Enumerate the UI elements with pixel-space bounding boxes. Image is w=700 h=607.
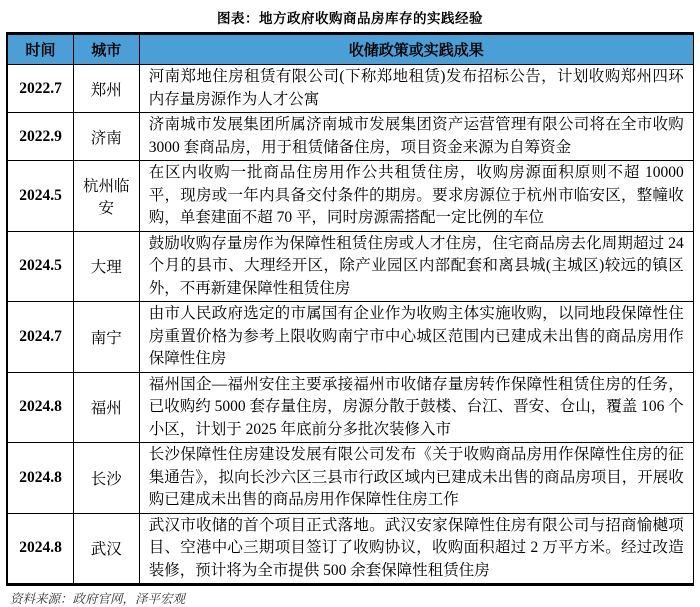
cell-policy: 在区内收购一批商品住房用作公共租赁住房，收购房源面积原则不超 10000 平，现房或一年内具备交付条件的期房。要求房源位于杭州市临安区，整幢收购，单套建面不超 70 平，同时房源需搭配一定比例的车位	[139, 161, 693, 232]
cell-policy: 鼓励收购存量房作为保障性租赁住房或人才住房，住宅商品房去化周期超过 24 个月的县市、大理经开区，除产业园区内部配套和离县城(主城区)较远的镇区外，不再新建保障性租赁住房	[139, 231, 693, 302]
table-row	[7, 513, 693, 585]
table-row	[7, 113, 693, 161]
cell-city: 南宁	[73, 302, 139, 373]
cell-time: 2024.8	[7, 372, 73, 443]
cell-time: 2024.8	[7, 443, 73, 514]
cell-city: 郑州	[73, 65, 139, 113]
cell-policy: 武汉市收储的首个项目正式落地。武汉安家保障性住房有限公司与招商愉樾项目、空港中心三期项目签订了收购协议，收购面积超过 2 万平方米。经过改造装修，预计将为全市提供 500 余套保障性租赁住房	[139, 513, 693, 585]
cell-city: 济南	[73, 113, 139, 161]
cell-time: 2022.7	[7, 65, 73, 113]
cell-time: 2024.8	[7, 513, 73, 585]
cell-city: 大理	[73, 231, 139, 302]
cell-time: 2024.5	[7, 161, 73, 232]
table-row	[7, 65, 693, 113]
cell-city: 武汉	[73, 513, 139, 585]
cell-city: 杭州临安	[73, 161, 139, 232]
cell-policy: 由市人民政府选定的市属国有企业作为收购主体实施收购，以同地段保障性住房重置价格为参考上限收购南宁市中心城区范围内已建成未出售的商品房用作保障性住房	[139, 302, 693, 373]
cell-policy: 河南郑地住房租赁有限公司(下称郑地租赁)发布招标公告，计划收购郑州四环内存量房源作为人才公寓	[139, 65, 693, 113]
figure-title: 图表：地方政府收购商品房库存的实践经验	[217, 11, 483, 26]
source-note: 资料来源：政府官网，泽平宏观	[10, 592, 186, 606]
cell-time: 2024.5	[7, 231, 73, 302]
col-header-policy: 收储政策或实践成果	[139, 34, 693, 65]
table-row	[7, 443, 693, 514]
table-row	[7, 372, 693, 443]
table-row	[7, 302, 693, 373]
table-body	[7, 65, 693, 585]
table-header	[7, 34, 693, 65]
cell-policy: 长沙保障性住房建设发展有限公司发布《关于收购商品房用作保障性住房的征集通告》，拟向长沙六区三县市行政区域内已建成未出售的商品房项目，开展收购已建成未出售的商品房用作保障性住房工作	[139, 443, 693, 514]
cell-time: 2024.7	[7, 302, 73, 373]
cell-city: 长沙	[73, 443, 139, 514]
cell-time: 2022.9	[7, 113, 73, 161]
cell-city: 福州	[73, 372, 139, 443]
cell-policy: 济南城市发展集团所属济南城市发展集团资产运营管理有限公司将在全市收购 3000 套商品房，用于租赁储备住房，项目资金来源为自筹资金	[139, 113, 693, 161]
header-row	[7, 34, 693, 65]
col-header-city: 城市	[73, 34, 139, 65]
policy-table	[6, 32, 694, 586]
table-row	[7, 161, 693, 232]
table-row	[7, 231, 693, 302]
cell-policy: 福州国企—福州安住主要承接福州市收储存量房转作保障性租赁住房的任务，已收购约 5000 套存量住房，房源分散于鼓楼、台江、晋安、仓山，覆盖 106 个小区，计划于 2025 年底前分多批次装修入市	[139, 372, 693, 443]
col-header-time: 时间	[7, 34, 73, 65]
